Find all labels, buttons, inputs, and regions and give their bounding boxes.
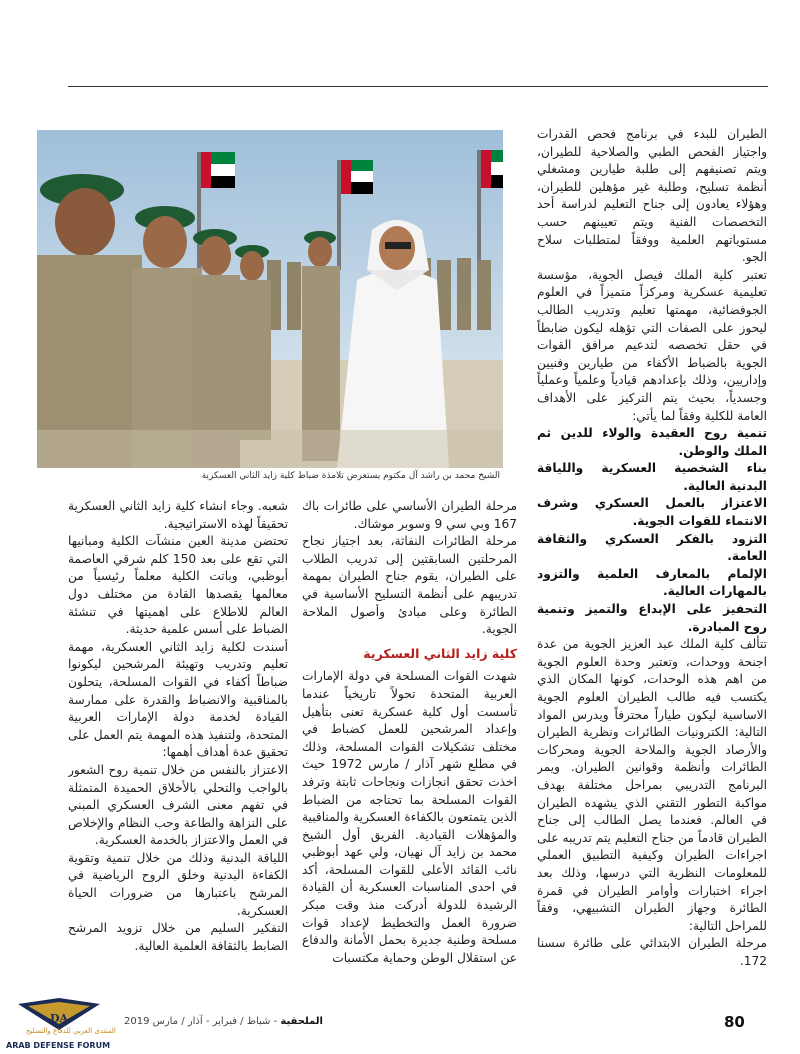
article-column-middle [302, 498, 517, 1023]
page-footer [0, 1010, 800, 1054]
goal-item: التزود بالفكر العسكري والثقافة العامة. [537, 531, 767, 564]
logo-name: ARAB DEFENSE FORUM [6, 1041, 111, 1050]
goal-item: الإلمام بالمعارف العلمية والتزود بالمهارات العالية. [537, 566, 767, 599]
paragraph: الاعتزاز بالنفس من خلال تنمية روح الشعور بالواجب والتحلي بالأخلاق الحميدة المتمثلة في تفهم معنى الشرف العسكري المبني على النزاهة والطاعة وحب النظام والإخلاص في العمل والاعتزاز بالخدمة العسكرية. [68, 762, 288, 848]
goal-item: تنمية روح العقيدة والولاء للدين ثم الملك والوطن. [537, 426, 767, 458]
logo-abbr: DA [49, 1012, 69, 1025]
issue-date: - شباط / فبراير - آذار / مارس 2019 [124, 1016, 278, 1027]
paragraph: تحتضن مدينة العين منشآت الكلية ومبانيها التي تقع على بعد 150 كلم شرقي العاصمة أبوظبي، وباتت الكلية معلماً رئيسياً من معالمها يقصدها القادة من مختلف دول العالم للاطلاع على اهميتها في تنشئة الضباط على أسس علمية حديثة. [68, 534, 288, 637]
magazine-name: الملحقية [280, 1016, 323, 1027]
paragraph: مرحلة الطائرات النفاثة، بعد اجتياز نجاح المرحلتين السابقتين إلى تدريب الطلاب على الطيران، يقوم جناح الطيران بمهمة تدريبهم على أنظمة التسليح الأساسية في الطائرة وعلى مبادئ وأصول الملاحة الجوية. [302, 534, 517, 637]
page-number: 80 [724, 1013, 745, 1031]
photo-caption: الشيخ محمد بن راشد آل مكتوم يستعرض تلامذة ضباط كلية زايد الثاني العسكرية [201, 471, 500, 481]
top-rule [68, 86, 768, 87]
article-column-right [537, 126, 767, 1016]
photo-illustration [37, 130, 503, 468]
paragraph: تعتبر كلية الملك فيصل الجوية، مؤسسة تعليمية عسكرية ومركزاً متميزاً في العلوم الجوفضائية، مهمتها تعليم وتدريب الطالب ليحوز على الصفات التي تؤهله ليكون ضابطاً في حقل تخصصه لتدعيم مرافق القوات الجوية بالضباط الأكفاء من طيارين وفنيين وإداريين، وذلك بإعدادهم قيادياً وعلمياً وعملياً وجسدياً، بحيث يتم التركيز على الأهداف العامة للكلية وفقاً لما يأتي: [537, 267, 767, 423]
section-heading: كلية زايد الثاني العسكرية [363, 645, 517, 661]
paragraph: اللياقة البدنية وذلك من خلال تنمية وتقوية الكفاءة البدنية وخلق الروح الرياضية في المرشح باعتبارها من ضرورات الحياة العسكرية. [68, 850, 288, 918]
goal-item: الاعتزاز بالعمل العسكري وشرف الانتماء للقوات الجوية. [537, 496, 767, 529]
paragraph: مرحلة الطيران الأساسي على طائرات باك 167 وبي سي 9 وسوبر موشاك. [302, 499, 517, 531]
paragraph: شهدت القوات المسلحة في دولة الإمارات العربية المتحدة تحولاً تاريخياً عندما تأسست أول كلية عسكرية تعنى بتأهيل وإعداد المرشحين للعمل كضباط في مختلف تشكيلات القوات المسلحة، وذلك في مطلع شهر آذار / مارس 1972 حيث اخذت تحقق انجازات ونجاحات ثابتة وترفد القوات المسلحة بما تحتاجه من الضباط الذين يتمتعون بالكفاءة العسكرية والمناقبية والمؤهلات القيادية. الفريق أول الشيخ محمد بن زايد آل نهيان، ولي عهد أبوظبي نائب القائد الأعلى للقوات المسلحة، أكد في احدى المناسبات العسكرية أن القيادة الرشيدة للدولة أدركت منذ وقت مبكر ضرورة العمل والتخطيط لإعداد قوات مسلحة وطنية جديرة بحمل الأمانة والدفاع عن استقلال الوطن وحماية مكتسبات [302, 669, 517, 965]
goal-item: بناء الشخصية العسكرية واللياقة البدنية العالية. [537, 461, 767, 493]
footer-issue [124, 1016, 323, 1027]
paragraph: مرحلة الطيران الابتدائي على طائرة سسنا 172. [537, 936, 767, 968]
paragraph: الطيران للبدء في برنامج فحص القدرات واجتياز الفحص الطبي والصلاحية للطيران، ويتم تصنيفهم إلى طلبة طيارين ومشغلي أنظمة تسليح، وطلبة غير مؤهلين للطيران، وهؤلاء يعادون إلى جناح التعليم لدراسة أحد التخصصات الفنية ويتم تعيينهم حسب مستوياتهم العلمية ووفقاً لمتطلبات سلاح الجو. [537, 127, 767, 265]
article-column-left [68, 498, 288, 1023]
article-photo [37, 130, 503, 468]
paragraph: تتألف كلية الملك عبد العزيز الجوية من عدة اجنحة ووحدات، وتعتبر وحدة العلوم الجوية من اهم هذه الوحدات، كونها المكان الذي يكتسب فيه طالب الطيران العلوم الجوية الاساسية ليكون طياراً محترفاً ويدرس المواد التالية: الكترونيات الطائرات ونظرية الطيران والأرصاد الجوية والملاحة الجوية ومحركات الطائرات وأنظمة وقوانين الطيران. ويمر البرنامج التدريبي بمراحل مختلفة بهدف مواكبة التطور التقني الذي يشهده الطيران في العالم. فعندما يصل الطالب إلى جناح الطيران قادماً من جناح التعليم يتم تدريبه على اجراءات الطيران وكيفية التطبيق العملي للمعلومات النظرية التي درسها، وذلك بعد اجراء اختبارات وأوامر الطيران في قمرة الطائرة وجهاز الطيران التشبيهي، وفقاً للمراحل التالية: [537, 637, 767, 933]
goal-item: التحفيز على الإبداع والتميز وتنمية روح المبادرة. [537, 602, 767, 634]
paragraph: التفكير السليم من خلال تزويد المرشح الضابط بالثقافة العلمية العالية. [68, 921, 288, 953]
logo-arabic-name: المنتدى العربي للدفاع والتسليح [26, 1027, 116, 1035]
paragraph: شعبه. وجاء انشاء كلية زايد الثاني العسكرية تحقيقاً لهذه الاستراتيجية. [68, 499, 288, 531]
paragraph: أسندت لكلية زايد الثاني العسكرية، مهمة تعليم وتدريب وتهيئة المرشحين ليكونوا ضباطاً أكفاء في القوات المسلحة، يتحلون بالمناقبية والانضباط والقدرة على ممارسة القيادة لخدمة دولة الإمارات العربية المتحدة، ولتنفيذ هذه المهمة يتم العمل على تحقيق عدة أهداف أهمها: [68, 639, 288, 760]
